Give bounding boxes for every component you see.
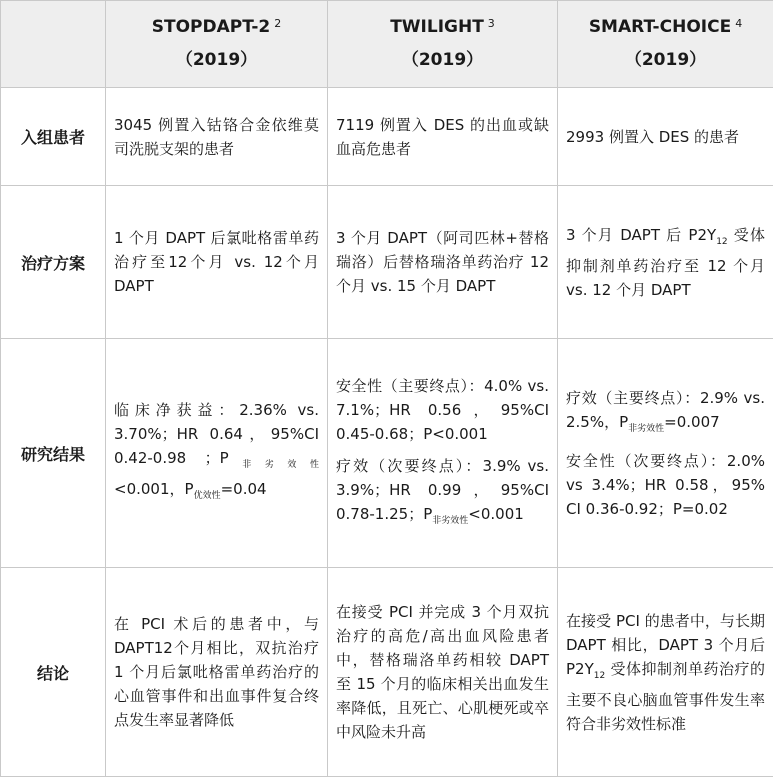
text-segment: 在接受 PCI 的患者中，与长期 DAPT 相比，DAPT 3 个月后 P2Y: [566, 612, 765, 678]
result-efficacy: [566, 386, 765, 441]
text-segment: =0.04: [221, 480, 267, 498]
cell-patients-stopdapt: 3045 例置入钴铬合金依维莫司洗脱支架的患者: [106, 88, 328, 186]
header-corner: [1, 1, 106, 88]
row-treatment: [1, 186, 773, 339]
text-segment: 疗效（主要终点）：2.9% vs. 2.5%，P: [566, 389, 765, 431]
header-twilight: [328, 1, 558, 88]
cell-conclusion-smart: [558, 568, 773, 777]
cell-conclusion-stopdapt: 在 PCI 术后的患者中，与 DAPT12个月相比，双抗治疗 1 个月后氯吡格雷单药治疗的心血管事件和出血事件复合终点发生率显著降低: [106, 568, 328, 777]
text-segment: <0.001，P: [114, 480, 194, 498]
trial-name: STOPDAPT-2: [152, 17, 270, 37]
text-segment: =0.007: [664, 413, 720, 431]
header-stopdapt: [106, 1, 328, 88]
text-segment: <0.001: [468, 505, 524, 523]
header-row: [1, 1, 773, 88]
trial-name: SMART-CHOICE: [589, 17, 731, 37]
subscript: 12: [716, 237, 727, 247]
ref-number: 4: [735, 17, 742, 30]
trial-name: TWILIGHT: [390, 17, 484, 37]
cell-results-stopdapt: [106, 339, 328, 568]
subscript: 12: [594, 671, 605, 681]
text-segment: 受体抑制剂单药治疗的主要不良心脑血管事件发生率符合非劣效性标准: [566, 660, 765, 733]
cell-treatment-stopdapt: 1 个月 DAPT 后氯吡格雷单药治疗至12个月 vs. 12个月 DAPT: [106, 186, 328, 339]
text-segment: 临床净获益：2.36% vs. 3.70%；HR 0.64，95%CI 0.42-0.98 ；P: [114, 401, 319, 467]
ref-number: 3: [488, 17, 495, 30]
subscript: 优效性: [194, 491, 221, 501]
result-safety: 安全性（次要终点）：2.0% vs 3.4%；HR 0.58，95% CI 0.36-0.92；P=0.02: [566, 449, 765, 521]
cell-patients-smart: 2993 例置入 DES 的患者: [558, 88, 773, 186]
text-segment: 受体抑制剂单药治疗至 12 个月 vs. 12 个月 DAPT: [566, 226, 765, 299]
text-segment: 疗效（次要终点）：3.9% vs. 3.9%；HR 0.99，95%CI 0.78-1.25；P: [336, 457, 549, 523]
row-label-patients: 入组患者: [1, 88, 106, 186]
trial-year: （2019）: [328, 44, 557, 77]
result-efficacy: [336, 454, 549, 533]
cell-conclusion-twilight: 在接受 PCI 并完成 3 个月双抗治疗的高危/高出血风险患者中，替格瑞洛单药相较 DAPT 至 15 个月的临床相关出血发生率降低，且死亡、心肌梗死或卒中风险未升高: [328, 568, 558, 777]
subscript: 非劣效性: [229, 460, 319, 470]
cell-treatment-smart: [558, 186, 773, 339]
row-label-conclusion: 结论: [1, 568, 106, 777]
row-patients: [1, 88, 773, 186]
subscript: 非劣效性: [628, 424, 664, 434]
ref-number: 2: [274, 17, 281, 30]
cell-patients-twilight: 7119 例置入 DES 的出血或缺血高危患者: [328, 88, 558, 186]
row-label-results: 研究结果: [1, 339, 106, 568]
trial-year: （2019）: [558, 44, 773, 77]
trial-year: （2019）: [106, 44, 327, 77]
row-results: [1, 339, 773, 568]
row-label-treatment: 治疗方案: [1, 186, 106, 339]
cell-treatment-twilight: 3 个月 DAPT（阿司匹林+替格瑞洛）后替格瑞洛单药治疗 12 个月 vs. 15 个月 DAPT: [328, 186, 558, 339]
subscript: 非劣效性: [432, 516, 468, 526]
row-conclusion: [1, 568, 773, 777]
result-safety: 安全性（主要终点）：4.0% vs. 7.1%；HR 0.56，95%CI 0.45-0.68；P<0.001: [336, 374, 549, 446]
cell-results-twilight: [328, 339, 558, 568]
cell-results-smart: [558, 339, 773, 568]
text-segment: 3 个月 DAPT 后 P2Y: [566, 226, 716, 244]
header-smart-choice: [558, 1, 773, 88]
